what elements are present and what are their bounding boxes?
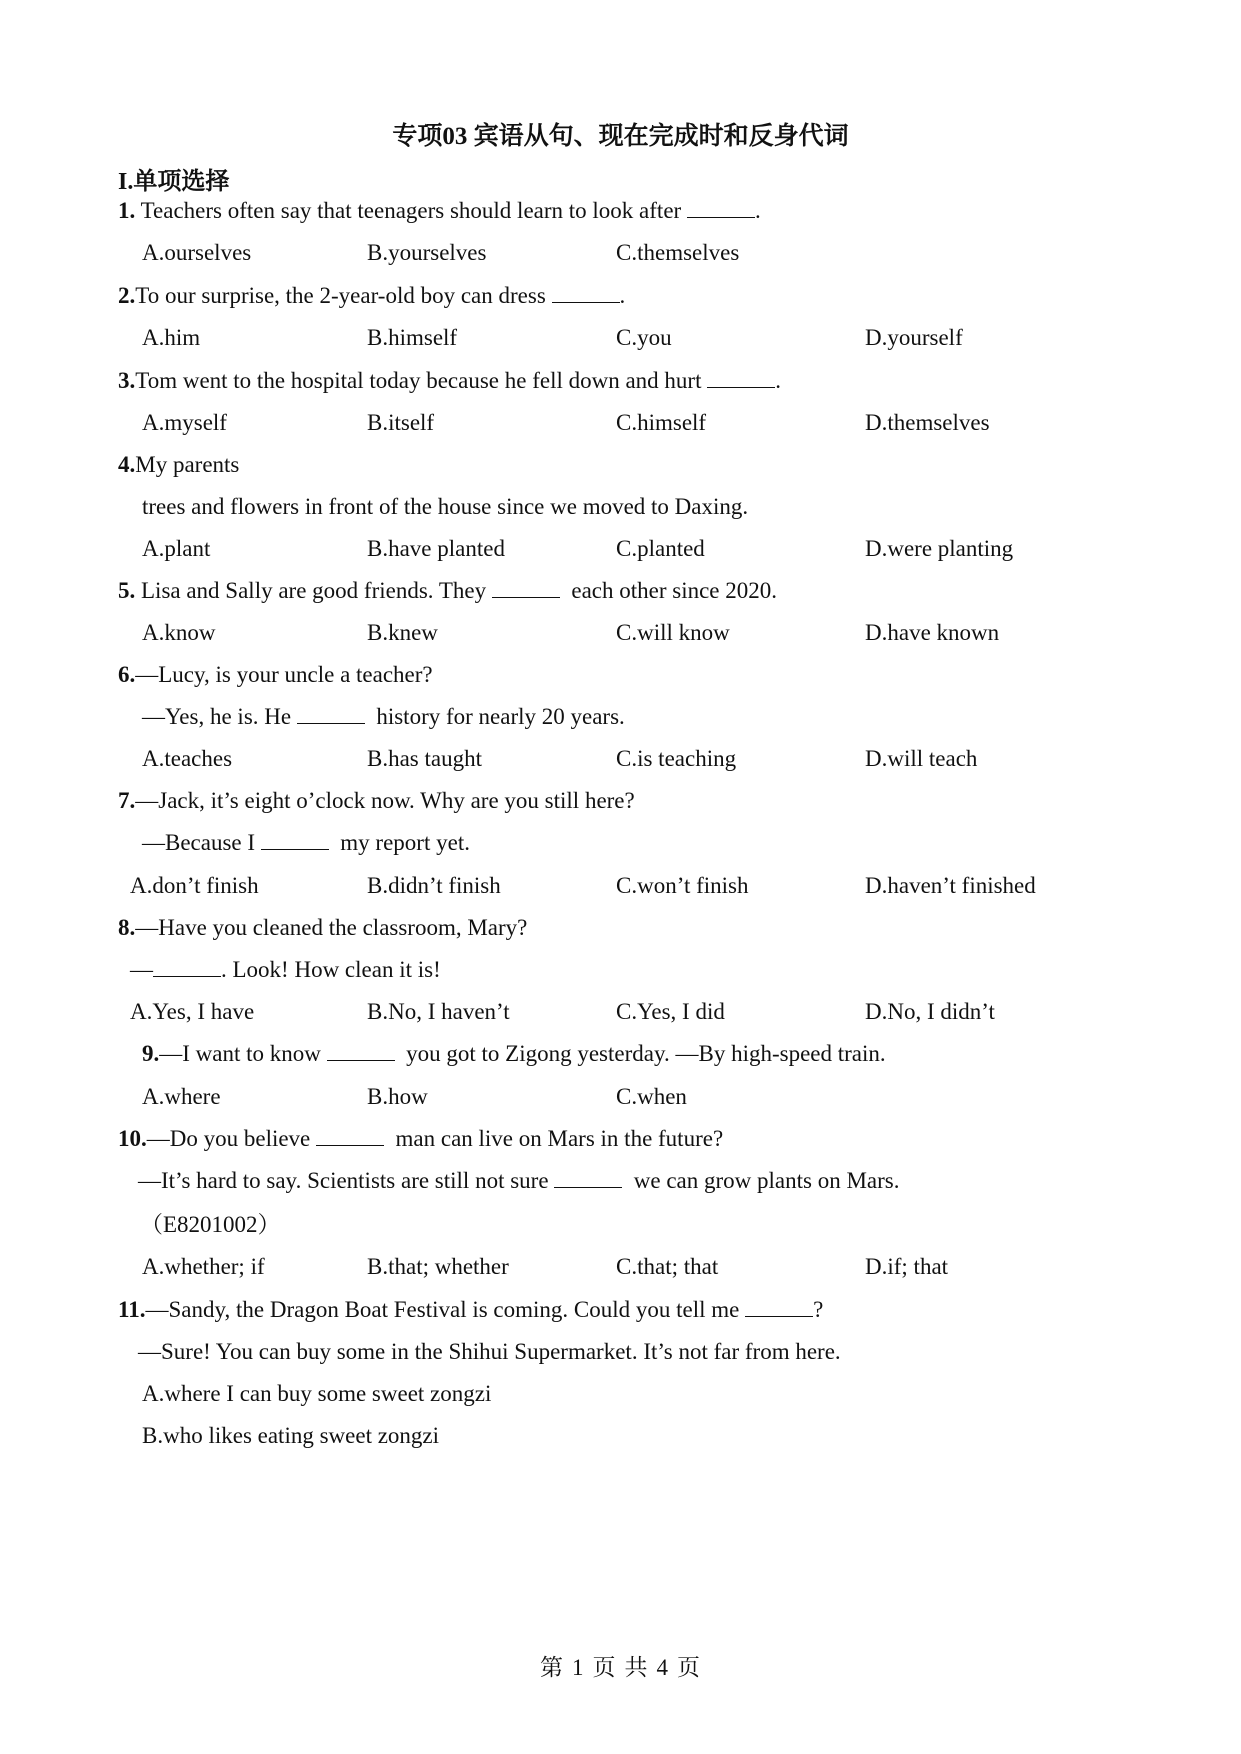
question-4-stem bbox=[118, 450, 239, 480]
option-c[interactable]: C.won’t finish bbox=[616, 873, 749, 898]
question-text: . Look! How clean it is! bbox=[221, 957, 441, 982]
page-total: 4 bbox=[656, 1655, 669, 1680]
answer-blank[interactable] bbox=[153, 956, 221, 977]
option-d[interactable]: D.were planting bbox=[865, 536, 1014, 561]
option-c[interactable]: C.when bbox=[616, 1084, 687, 1109]
question-text: you got to Zigong yesterday. —By high-speed train. bbox=[406, 1041, 886, 1066]
option-c[interactable]: C.Yes, I did bbox=[616, 999, 725, 1024]
question-1-stem bbox=[118, 196, 761, 226]
question-number: 5. bbox=[118, 578, 136, 603]
question-text: —It’s hard to say. Scientists are still not sure bbox=[138, 1168, 549, 1193]
question-number: 6. bbox=[118, 662, 136, 687]
question-text: Teachers often say that teenagers should learn to look after bbox=[140, 198, 682, 223]
option-c[interactable]: C.themselves bbox=[616, 240, 740, 265]
option-b[interactable]: B.how bbox=[367, 1084, 428, 1109]
question-text: —Have you cleaned the classroom, Mary? bbox=[135, 915, 528, 940]
answer-blank[interactable] bbox=[261, 829, 329, 850]
answer-blank[interactable] bbox=[297, 703, 365, 724]
question-number: 1. bbox=[118, 198, 136, 223]
option-b[interactable]: B.itself bbox=[367, 410, 435, 435]
question-number: 2. bbox=[118, 283, 136, 308]
option-c[interactable]: C.you bbox=[616, 325, 672, 350]
footer-text: 共 bbox=[624, 1655, 649, 1680]
option-a[interactable]: A.ourselves bbox=[142, 240, 252, 265]
answer-blank[interactable] bbox=[687, 197, 755, 218]
question-text: ? bbox=[813, 1297, 824, 1322]
question-7-stem-cont bbox=[142, 828, 470, 858]
question-text: —Lucy, is your uncle a teacher? bbox=[135, 662, 433, 687]
option-d[interactable]: D.if; that bbox=[865, 1254, 949, 1279]
question-text: man can live on Mars in the future? bbox=[395, 1126, 724, 1151]
question-text: we can grow plants on Mars. bbox=[633, 1168, 900, 1193]
option-a[interactable]: A.where I can buy some sweet zongzi bbox=[142, 1381, 492, 1406]
option-a[interactable]: A.know bbox=[142, 620, 216, 645]
footer-text: 页 bbox=[592, 1655, 617, 1680]
option-a[interactable]: A.plant bbox=[142, 536, 211, 561]
footer-text: 第 bbox=[540, 1655, 564, 1680]
option-d[interactable]: D.No, I didn’t bbox=[865, 999, 995, 1024]
option-d[interactable]: D.have known bbox=[865, 620, 1000, 645]
option-d[interactable]: D.themselves bbox=[865, 410, 990, 435]
option-d[interactable]: D.will teach bbox=[865, 746, 978, 771]
page-title: 专项03 宾语从句、现在完成时和反身代词 bbox=[392, 123, 849, 150]
footer-text: 页 bbox=[677, 1655, 701, 1680]
option-a[interactable]: A.myself bbox=[142, 410, 227, 435]
option-a[interactable]: A.where bbox=[142, 1084, 221, 1109]
option-b[interactable]: B.have planted bbox=[367, 536, 505, 561]
option-c[interactable]: C.is teaching bbox=[616, 746, 737, 771]
question-text: —Yes, he is. He bbox=[142, 704, 292, 729]
option-b[interactable]: B.that; whether bbox=[367, 1254, 509, 1279]
question-text: Tom went to the hospital today because he fell down and hurt bbox=[135, 368, 702, 393]
page-footer bbox=[0, 1653, 1241, 1683]
option-a[interactable]: A.him bbox=[142, 325, 201, 350]
option-d[interactable]: D.haven’t finished bbox=[865, 873, 1036, 898]
answer-blank[interactable] bbox=[316, 1125, 384, 1146]
question-text: each other since 2020. bbox=[571, 578, 778, 603]
answer-blank[interactable] bbox=[552, 282, 620, 303]
option-b[interactable]: B.himself bbox=[367, 325, 458, 350]
option-c[interactable]: C.himself bbox=[616, 410, 707, 435]
question-text: Lisa and Sally are good friends. They bbox=[141, 578, 487, 603]
question-text: . bbox=[775, 368, 781, 393]
answer-blank[interactable] bbox=[327, 1040, 395, 1061]
question-3-stem bbox=[118, 366, 781, 396]
answer-blank[interactable] bbox=[745, 1296, 813, 1317]
answer-blank[interactable] bbox=[707, 367, 775, 388]
question-number: 11. bbox=[118, 1297, 146, 1322]
question-text: —Do you believe bbox=[146, 1126, 311, 1151]
option-a[interactable]: A.don’t finish bbox=[130, 873, 259, 898]
question-text: my report yet. bbox=[340, 830, 470, 855]
option-b[interactable]: B.No, I haven’t bbox=[367, 999, 510, 1024]
question-text: —Jack, it’s eight o’clock now. Why are you still here? bbox=[135, 788, 635, 813]
answer-blank[interactable] bbox=[554, 1167, 622, 1188]
question-text: —Because I bbox=[142, 830, 256, 855]
question-text: —I want to know bbox=[159, 1041, 321, 1066]
question-number: 9. bbox=[142, 1041, 160, 1066]
question-11-stem-cont: —Sure! You can buy some in the Shihui Supermarket. It’s not far from here. bbox=[138, 1339, 841, 1364]
option-a[interactable]: A.Yes, I have bbox=[130, 999, 255, 1024]
option-b[interactable]: B.has taught bbox=[367, 746, 482, 771]
option-b[interactable]: B.who likes eating sweet zongzi bbox=[142, 1423, 440, 1448]
question-text: history for nearly 20 years. bbox=[376, 704, 625, 729]
option-b[interactable]: B.yourselves bbox=[367, 240, 487, 265]
question-text: —Sandy, the Dragon Boat Festival is coming. Could you tell me bbox=[145, 1297, 740, 1322]
question-number: 4. bbox=[118, 452, 136, 477]
question-text: . bbox=[754, 198, 761, 223]
question-number: 7. bbox=[118, 788, 136, 813]
option-c[interactable]: C.planted bbox=[616, 536, 705, 561]
question-9-stem bbox=[142, 1039, 886, 1069]
option-d[interactable]: D.yourself bbox=[865, 325, 963, 350]
question-text: — bbox=[130, 957, 153, 982]
question-8-stem bbox=[118, 913, 527, 943]
answer-blank[interactable] bbox=[492, 577, 560, 598]
question-11-stem bbox=[118, 1295, 823, 1325]
option-c[interactable]: C.will know bbox=[616, 620, 730, 645]
question-text: . bbox=[619, 283, 626, 308]
question-8-stem-cont bbox=[130, 955, 441, 985]
question-text: My parents bbox=[135, 452, 240, 477]
option-b[interactable]: B.knew bbox=[367, 620, 438, 645]
option-a[interactable]: A.teaches bbox=[142, 746, 233, 771]
question-7-stem bbox=[118, 786, 635, 816]
question-6-stem-cont bbox=[142, 702, 625, 732]
question-number: 3. bbox=[118, 368, 136, 393]
question-2-stem bbox=[118, 281, 625, 311]
option-b[interactable]: B.didn’t finish bbox=[367, 873, 501, 898]
question-10-stem-cont bbox=[138, 1166, 900, 1196]
question-number: 10. bbox=[118, 1126, 147, 1151]
question-6-stem bbox=[118, 660, 433, 690]
option-a[interactable]: A.whether; if bbox=[142, 1254, 265, 1279]
question-code: （E8201002） bbox=[140, 1212, 281, 1237]
section-heading: I.单项选择 bbox=[118, 169, 230, 195]
question-10-stem bbox=[118, 1124, 723, 1154]
option-c[interactable]: C.that; that bbox=[616, 1254, 719, 1279]
question-5-stem bbox=[118, 576, 777, 606]
question-number: 8. bbox=[118, 915, 136, 940]
question-text: To our surprise, the 2-year-old boy can dress bbox=[135, 283, 546, 308]
page-number: 1 bbox=[572, 1655, 585, 1680]
question-4-stem-cont: trees and flowers in front of the house since we moved to Daxing. bbox=[142, 494, 749, 519]
